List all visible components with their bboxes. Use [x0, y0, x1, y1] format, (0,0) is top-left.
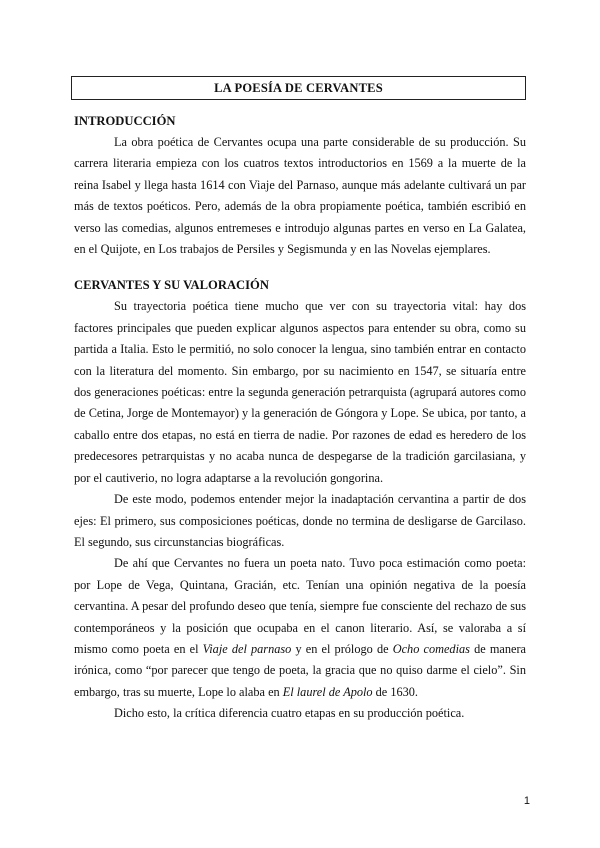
text-run: De ahí que Cervantes no fuera un poeta nato. Tuvo poca estimación como poeta: por Lope de Vega, Quintana, Gracián, etc. Tenían una opinión negativa de la poesía cervantina. A pesar del profundo deseo que tenía, siempre fue consciente del rechazo de sus contemporáneos y la posición que ocupaba en el canon literario. Así, se valoraba a sí mismo como poeta en el [74, 556, 526, 656]
text-run: de 1630. [372, 684, 419, 699]
section-heading-introduccion: INTRODUCCIÓN [74, 114, 176, 128]
italic-title-ocho-comedias: Ocho comedias [392, 641, 470, 656]
document-body [74, 111, 526, 725]
title-box [71, 76, 526, 100]
italic-title-viaje: Viaje del parnaso [202, 641, 292, 656]
text-run: y en el prólogo de [291, 641, 393, 656]
italic-title-laurel: El laurel de Apolo [282, 684, 373, 699]
paragraph: Dicho esto, la crítica diferencia cuatro etapas en su producción poética. [114, 706, 465, 721]
paragraph: Su trayectoria poética tiene mucho que ver con su trayectoria vital: hay dos factores principales que pueden explicar algunos aspectos para entender su obra, como su partida a Italia. Esto le permitió, no solo conocer la lengua, sino también entrar en contacto con la literatura del momento. Sin embargo, por su nacimiento en 1547, se situaría entre dos generaciones poéticas: entre la segunda generación petrarquista (agrupará autores como de Cetina, Jorge de Montemayor) y la generación de Góngora y Lope. Se ubica, por tanto, a caballo entre dos etapas, no está en tierra de nadie. Por razones de edad es heredero de los predecesores petrarquistas y no acaba nunca de despegarse de la tradición garcilasiana, y por el cautiverio, no logra adaptarse a la revolución gongorina. [74, 299, 526, 485]
section-heading-valoracion: CERVANTES Y SU VALORACIÓN [74, 278, 269, 293]
paragraph [74, 553, 526, 703]
page-number: 1 [523, 795, 530, 807]
paragraph: De este modo, podemos entender mejor la inadaptación cervantina a partir de dos ejes: El primero, sus composiciones poéticas, donde no termina de desligarse de Garcilaso. El segundo, sus circunstancias biográficas. [74, 492, 526, 549]
text-run: de manera irónica, como “por parecer que tengo de poeta, la gracia que no quiso darme el cielo”. Sin embargo, tras su muerte, Lope lo alaba en [74, 641, 527, 699]
document-title: LA POESÍA DE CERVANTES [214, 80, 383, 95]
paragraph: La obra poética de Cervantes ocupa una parte considerable de su producción. Su carrera literaria empieza con los cuatros textos introductorios en 1569 a la muerte de la reina Isabel y llega hasta 1614 con Viaje del Parnaso, aunque más adelante cultivará un par más de textos poéticos. Pero, además de la obra propiamente poética, también escribió en verso las comedias, algunos entremeses e introdujo algunas partes en verso en La Galatea, en el Quijote, en Los trabajos de Persiles y Segismunda y en las Novelas ejemplares. [74, 135, 526, 257]
